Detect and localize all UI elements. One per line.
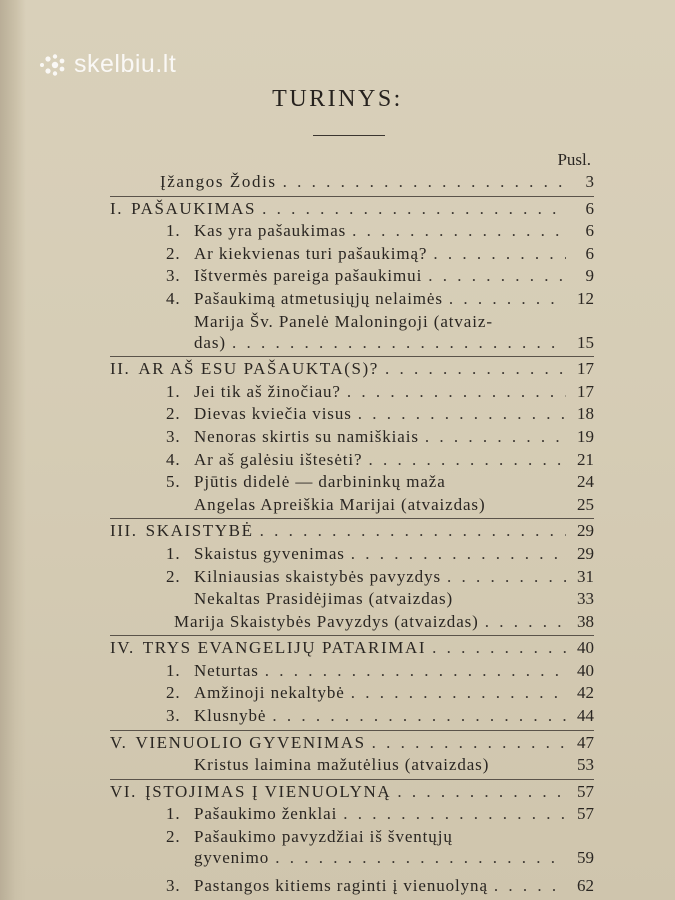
toc-chapter-row[interactable] (110, 638, 594, 661)
toc-entry-row[interactable] (110, 706, 594, 729)
entry-number: 3. (166, 266, 181, 286)
toc-entry-row[interactable] (110, 450, 594, 473)
page-number: 40 (577, 660, 594, 680)
page-number: 42 (577, 683, 594, 703)
page-number: 40 (577, 638, 594, 658)
toc-entry-row[interactable] (110, 427, 594, 450)
chapter-divider (110, 196, 594, 197)
entry-number: 4. (166, 449, 181, 469)
entry-title: Ištvermės pareiga pašaukimui (194, 266, 423, 286)
chapter-title: VIENUOLIO GYVENIMAS (135, 732, 366, 752)
dot-leader (368, 450, 566, 470)
page-number: 6 (585, 243, 594, 263)
toc-entry-row[interactable] (110, 404, 594, 427)
page-number: 31 (577, 566, 594, 586)
page-number: 19 (577, 426, 594, 446)
toc-entry-row[interactable] (110, 312, 594, 333)
entry-title: Dievas kviečia visus (194, 404, 352, 424)
entry-title: Ar kiekvienas turi pašaukimą? (194, 243, 428, 263)
entry-title: Skaistus gyvenimas (194, 543, 345, 563)
chapter-divider (110, 518, 594, 519)
toc-entry-row[interactable] (110, 266, 594, 289)
toc-entry-row[interactable] (110, 661, 594, 684)
dot-leader (352, 221, 566, 241)
dot-leader (425, 427, 566, 447)
page-number: 57 (577, 804, 594, 824)
toc-entry-row[interactable] (110, 876, 594, 899)
entry-title: gyvenimo (194, 848, 270, 868)
page-number: 21 (577, 449, 594, 469)
page-number: 25 (577, 494, 594, 514)
chapter-divider (110, 730, 594, 731)
entry-number: 2. (166, 566, 181, 586)
chapter-title: SKAISTYBĖ (145, 521, 254, 541)
dotted-logo-icon (38, 53, 68, 77)
toc-entry-row[interactable] (110, 472, 594, 495)
toc-entry-row[interactable] (110, 221, 594, 244)
dot-leader (351, 683, 566, 703)
entry-title: Pašaukimo ženklai (194, 804, 338, 824)
dot-leader (385, 359, 566, 379)
page-number: 62 (577, 876, 594, 896)
dot-leader (343, 804, 566, 824)
entry-title: das) (194, 332, 226, 352)
chapter-number: VI. (110, 781, 137, 801)
page-number: 6 (585, 198, 594, 218)
chapter-number: II. (110, 359, 131, 379)
toc-entry-row[interactable] (110, 755, 594, 778)
dot-leader (283, 172, 566, 192)
entry-title: Pjūtis didelė — darbininkų maža (194, 472, 446, 492)
toc-chapter-row[interactable] (110, 199, 594, 222)
entry-number: 1. (166, 804, 181, 824)
toc-entry-row[interactable] (110, 544, 594, 567)
chapter-title: Įžangos Žodis (160, 172, 277, 191)
page-number: 53 (577, 755, 594, 775)
dot-leader (485, 612, 566, 632)
page-number: 18 (577, 404, 594, 424)
dot-leader (372, 733, 566, 753)
entry-title: Marija Skaistybės Pavyzdys (atvaizdas) (174, 611, 479, 631)
toc-chapter-row[interactable] (110, 782, 594, 805)
page-number: 17 (577, 359, 594, 379)
toc-entry-row[interactable] (110, 244, 594, 267)
page-number: 9 (585, 266, 594, 286)
entry-title: Kilniausias skaistybės pavyzdys (194, 566, 441, 586)
entry-title: Amžinoji nekaltybė (194, 683, 345, 703)
chapter-title: AR AŠ ESU PAŠAUKTA(S)? (138, 359, 379, 379)
entry-title: Neturtas (194, 660, 259, 680)
entry-number: 2. (166, 243, 181, 263)
page-number: 38 (577, 611, 594, 631)
entry-number: 1. (166, 543, 181, 563)
chapter-divider (110, 356, 594, 357)
dot-leader (260, 521, 566, 541)
page-number: 33 (577, 589, 594, 609)
entry-number: 4. (166, 288, 181, 308)
entry-number: 3. (166, 426, 181, 446)
chapter-divider (110, 779, 594, 780)
dot-leader (432, 638, 566, 658)
chapter-number: IV. (110, 638, 135, 658)
page-number: 24 (577, 472, 594, 492)
dot-leader (449, 289, 566, 309)
entry-title: Kas yra pašaukimas (194, 221, 347, 241)
dot-leader (262, 199, 566, 219)
toc-entry-row[interactable] (110, 827, 594, 848)
page-number: 12 (577, 288, 594, 308)
toc-entry-row[interactable] (110, 333, 594, 356)
page-title: TURINYS: (272, 86, 403, 112)
entry-number: 1. (166, 660, 181, 680)
toc-entry-row[interactable] (110, 612, 594, 635)
entry-title: Pašaukimą atmetusiųjų nelaimės (194, 288, 443, 308)
dot-leader (494, 876, 566, 896)
watermark-text: skelbiu.lt (74, 50, 177, 78)
page-number: 3 (585, 172, 594, 191)
entry-title: Nekaltas Prasidėjimas (atvaizdas) (194, 589, 454, 609)
entry-title: Nenoras skirtis su namiškiais (194, 426, 419, 446)
entry-title: Angelas Apreiškia Marijai (atvaizdas) (194, 494, 486, 514)
entry-number: 2. (166, 827, 181, 847)
page-number: 47 (577, 732, 594, 752)
toc-chapter-row[interactable] (110, 733, 594, 756)
entry-title: Pastangos kitiems raginti į vienuolyną (194, 876, 488, 896)
entry-number: 1. (166, 381, 181, 401)
dot-leader (428, 266, 566, 286)
toc-chapter-row[interactable] (110, 521, 594, 544)
toc-entry-row[interactable] (110, 848, 594, 876)
toc-entry-row[interactable] (110, 589, 594, 612)
entry-title: Marija Šv. Panelė Maloningoji (atvaiz- (194, 311, 493, 331)
dot-leader (347, 382, 566, 402)
table-of-contents (110, 172, 594, 899)
toc-entry-row[interactable] (110, 495, 594, 518)
dot-leader (397, 782, 566, 802)
page-number: 29 (577, 521, 594, 541)
chapter-number: V. (110, 732, 128, 752)
page-number: 59 (577, 848, 594, 868)
entry-number: 3. (166, 876, 181, 896)
entry-number: 3. (166, 706, 181, 726)
toc-entry-row[interactable] (110, 804, 594, 827)
entry-title: Kristus laimina mažutėlius (atvaizdas) (194, 755, 490, 775)
page-number: 6 (585, 221, 594, 241)
chapter-title: TRYS EVANGELIJŲ PATARIMAI (142, 638, 427, 658)
toc-entry-row[interactable] (110, 382, 594, 405)
entry-number: 2. (166, 683, 181, 703)
toc-entry-row[interactable] (110, 683, 594, 706)
chapter-divider (110, 635, 594, 636)
entry-title: Ar aš galėsiu ištesėti? (194, 449, 363, 469)
title-rule (313, 135, 385, 136)
dot-leader (232, 333, 566, 353)
page-column-header: Pusl. (557, 150, 591, 169)
page-number: 15 (577, 332, 594, 352)
watermark (38, 50, 176, 79)
dot-leader (351, 544, 566, 564)
chapter-title: PAŠAUKIMAS (131, 198, 257, 218)
dot-leader (265, 661, 566, 681)
toc-entry-row[interactable] (110, 567, 594, 590)
dot-leader (275, 848, 566, 868)
page-number: 44 (577, 706, 594, 726)
page-number: 17 (577, 381, 594, 401)
dot-leader (358, 404, 566, 424)
dot-leader (433, 244, 566, 264)
entry-title: Jei tik aš žinočiau? (194, 381, 341, 401)
entry-number: 5. (166, 472, 181, 492)
page-number: 29 (577, 543, 594, 563)
entry-number: 1. (166, 221, 181, 241)
page-number: 57 (577, 781, 594, 801)
chapter-title: ĮSTOJIMAS Į VIENUOLYNĄ (145, 781, 392, 801)
chapter-number: I. (110, 198, 124, 218)
entry-number: 2. (166, 404, 181, 424)
page-gutter-shadow (0, 0, 26, 900)
dot-leader (272, 706, 566, 726)
toc-chapter-row[interactable] (110, 359, 594, 382)
toc-chapter-row[interactable] (110, 172, 594, 195)
entry-title: Pašaukimo pavyzdžiai iš šventųjų (194, 827, 453, 847)
entry-title: Klusnybė (194, 706, 267, 726)
toc-entry-row[interactable] (110, 289, 594, 312)
chapter-number: III. (110, 521, 138, 541)
dot-leader (447, 567, 566, 587)
